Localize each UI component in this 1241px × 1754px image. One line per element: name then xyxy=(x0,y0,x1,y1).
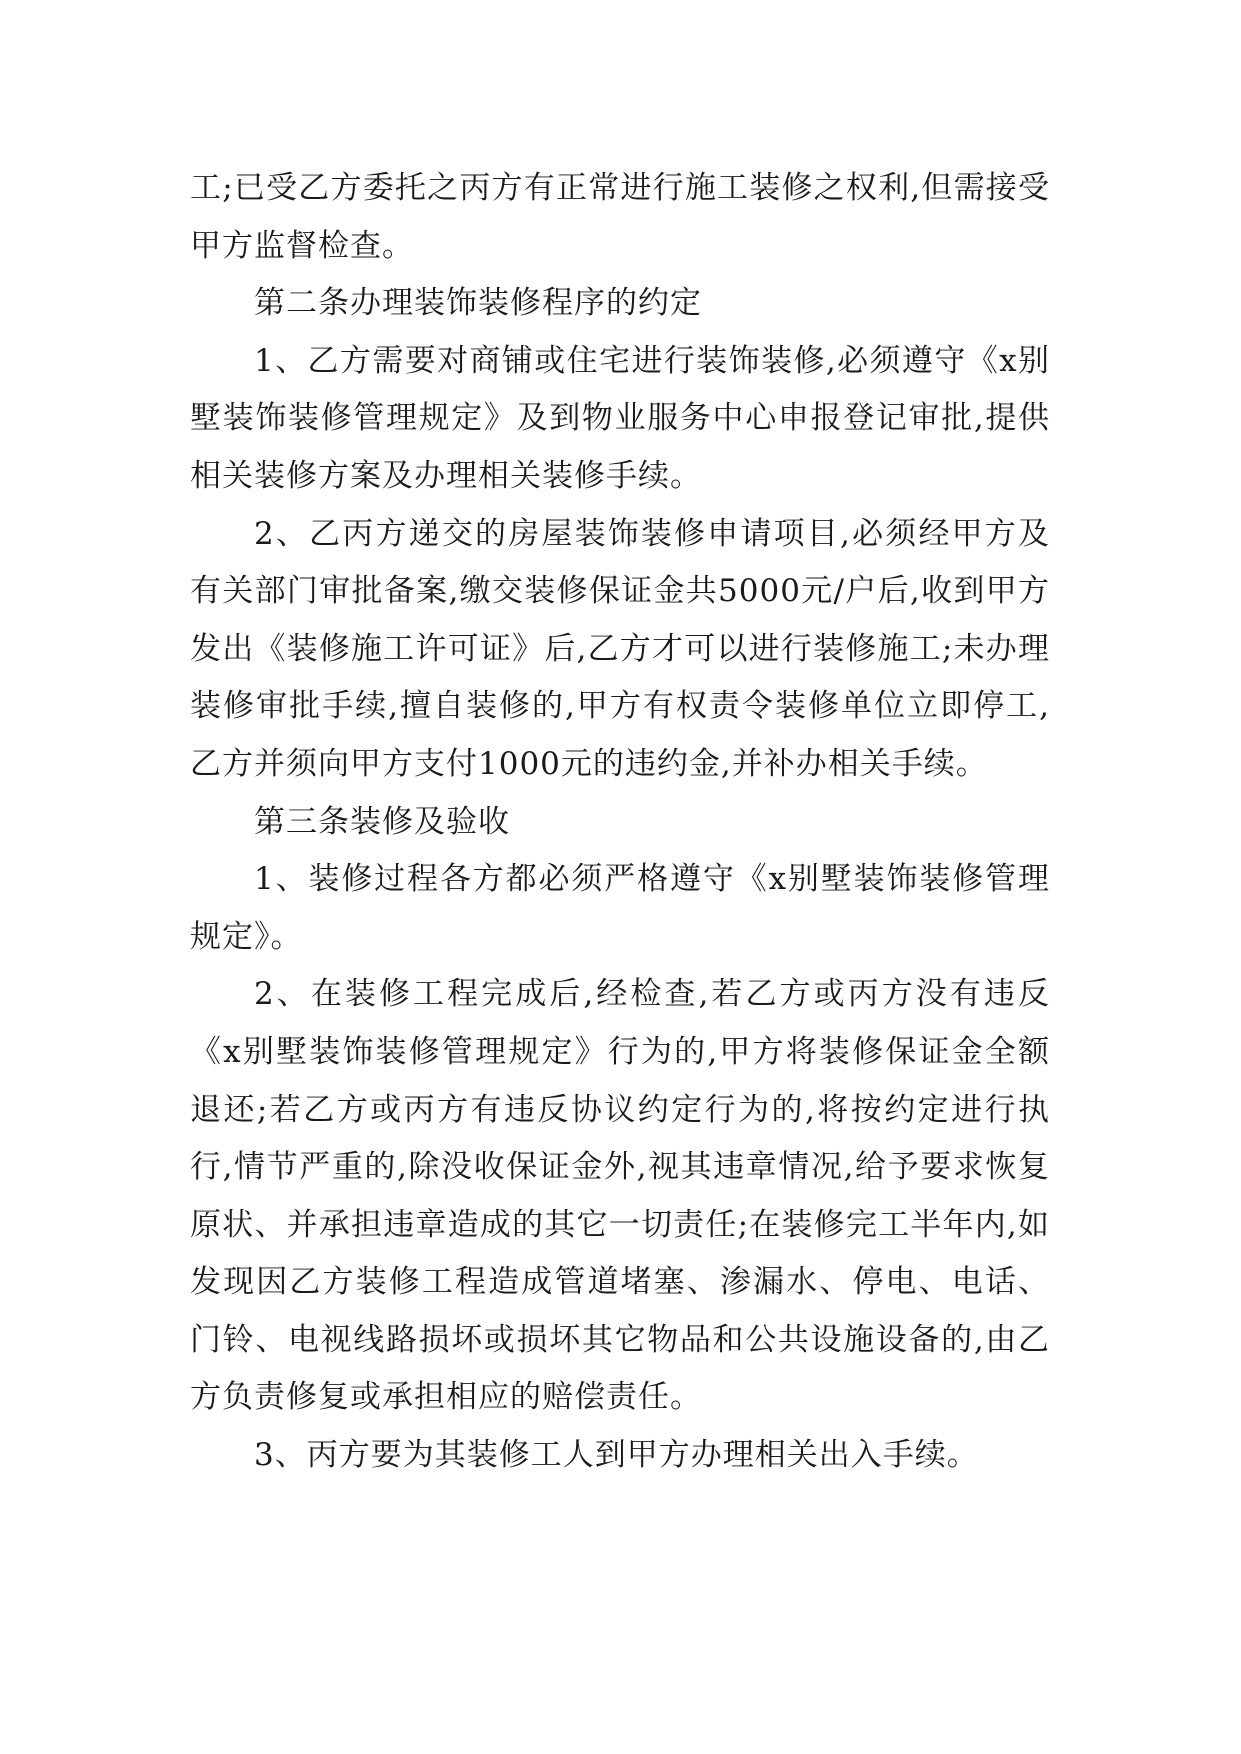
article-three-clause-2: 2、在装修工程完成后,经检查,若乙方或丙方没有违反《x别墅装饰装修管理规定》行为的,甲方将装修保证金全额退还;若乙方或丙方有违反协议约定行为的,将按约定进行执行,情节严重的,除没收保证金外,视其违章情况,给予要求恢复原状、并承担违章造成的其它一切责任;在装修完工半年内,如发现因乙方装修工程造成管道堵塞、渗漏水、停电、电话、门铃、电视线路损坏或损坏其它物品和公共设施设备的,由乙方负责修复或承担相应的赔偿责任。 xyxy=(190,976,1050,1416)
article-three-heading: 第三条装修及验收 xyxy=(254,803,510,840)
article-two-heading: 第二条办理装饰装修程序的约定 xyxy=(254,285,702,322)
article-three-clause-1: 1、装修过程各方都必须严格遵守《x别墅装饰装修管理规定》。 xyxy=(190,861,1050,955)
article-two-clause-2: 2、乙丙方递交的房屋装饰装修申请项目,必须经甲方及有关部门审批备案,缴交装修保证金共5000元/户后,收到甲方发出《装修施工许可证》后,乙方才可以进行装修施工;未办理装修审批手续,擅自装修的,甲方有权责令装修单位立即停工,乙方并须向甲方支付1000元的违约金,并补办相关手续。 xyxy=(190,515,1050,782)
document-body xyxy=(190,160,1050,1485)
article-two-clause-1: 1、乙方需要对商铺或住宅进行装饰装修,必须遵守《x别墅装饰装修管理规定》及到物业服务中心申报登记审批,提供相关装修方案及办理相关装修手续。 xyxy=(190,342,1050,494)
article-three-clause-3: 3、丙方要为其装修工人到甲方办理相关出入手续。 xyxy=(254,1437,979,1474)
paragraph-continuation: 工;已受乙方委托之丙方有正常进行施工装修之权利,但需接受甲方监督检查。 xyxy=(190,170,1050,264)
